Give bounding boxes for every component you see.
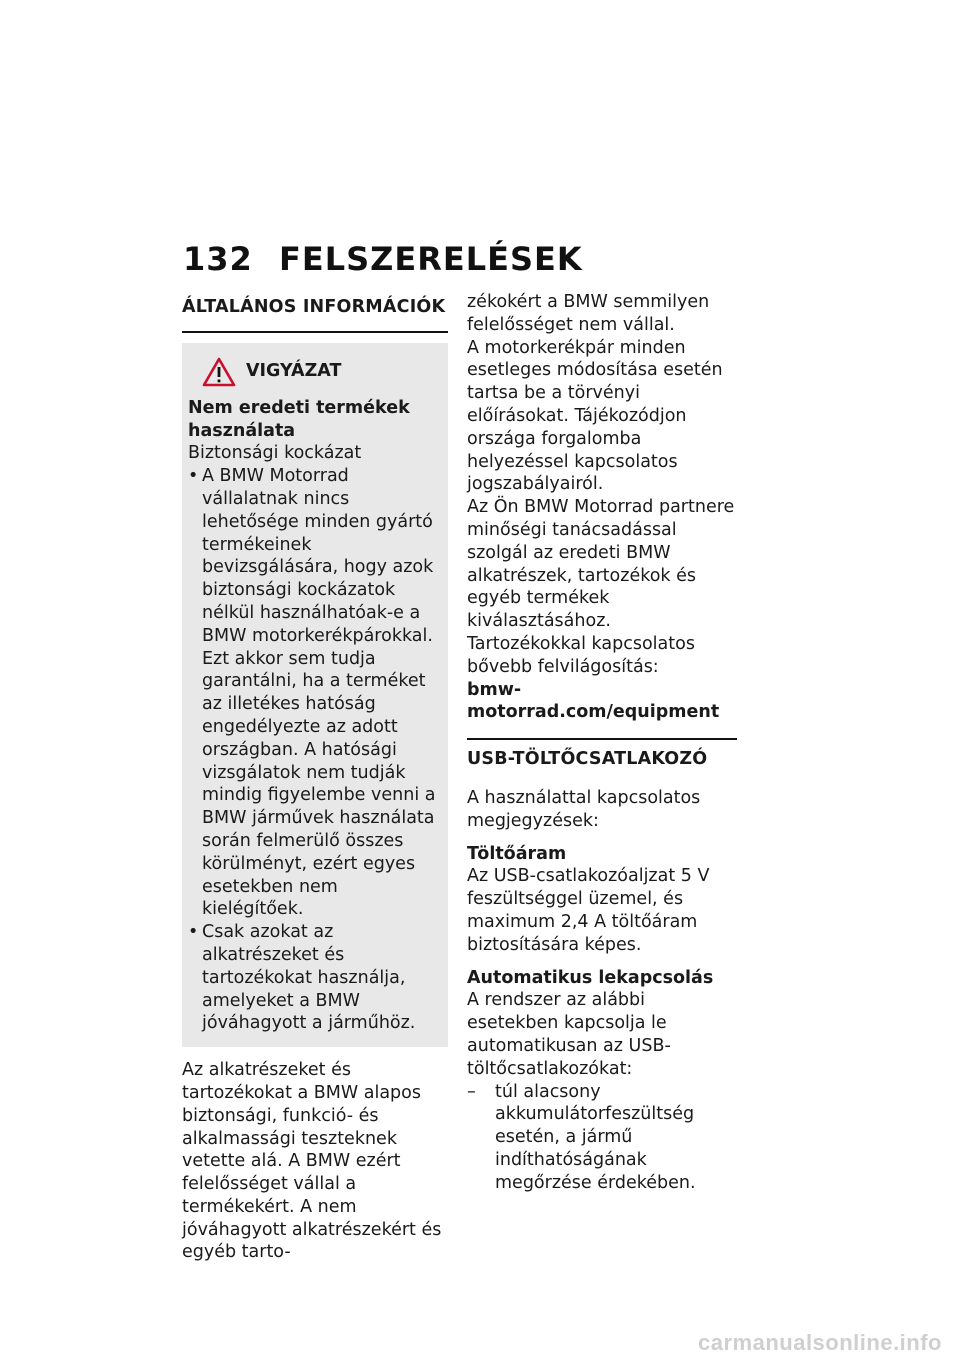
usb-intro: A használattal kapcsolatos megjegyzések:	[467, 787, 701, 831]
warning-triangle-icon	[202, 357, 236, 387]
subheading-auto-shutoff: Automatikus lekapcsolás	[467, 967, 714, 988]
left-column	[182, 296, 448, 1264]
paragraph-info: Tartozékokkal kapcsolatos bővebb felvilágosítás:	[467, 633, 695, 677]
paragraph-modifications: A motorkerékpár minden esetleges módosítása esetén tartsa be a törvényi előírásokat. Tájékozódjon országa forgalomba helyezéssel kapcsolatos jogszabályairól.	[467, 337, 723, 495]
section-title-text: ÁLTALÁNOS INFORMÁCIÓK	[182, 297, 446, 317]
warning-bullets	[188, 465, 440, 1035]
watermark: carmanualsonline.info	[698, 1330, 942, 1355]
auto-shutoff-list	[467, 1081, 737, 1195]
section-title-text: USB-TÖLTŐCSATLAKOZÓ	[467, 749, 708, 770]
warning-box	[182, 343, 448, 1047]
info-link[interactable]: bmw-motorrad.com/equipment	[467, 679, 720, 723]
warning-label: VIGYÁZAT	[246, 361, 342, 382]
list-item: • A BMW Motorrad vállalatnak nincs lehetősége minden gyártó termékeinek bevizsgálására, hogy azok biztonsági kockázatok nélkül használhatóak-e a BMW motorkerékpárokkal. Ezt akkor sem tudja garantálni, ha a terméket az illetékes hatóság engedélyezte az adott országban. A hatósági vizsgálatok nem tudják mindig figyelembe venni a BMW járművek használata során felmerülő összes körülményt, ezért egyes esetekben nem kielégítőek.	[188, 465, 440, 921]
paragraph-partner: Az Ön BMW Motorrad partnere minőségi tanácsadással szolgál az eredeti BMW alkatrészek, tartozékok és egyéb termékek kiválasztásához.	[467, 497, 735, 632]
warning-header	[202, 357, 440, 387]
auto-shutoff-text: A rendszer az alábbi esetekben kapcsolja le automatikusan az USB-töltőcsatlakozókat:	[467, 990, 671, 1079]
page-header	[183, 240, 583, 278]
warning-heading: Nem eredeti termékek használata	[188, 397, 410, 441]
chapter-title: FELSZERELÉSEK	[279, 240, 583, 278]
subheading-charging-current: Töltőáram	[467, 843, 567, 864]
page-number: 132	[183, 240, 253, 278]
body-text-left: Az alkatrészeket és tartozékokat a BMW alapos biztonsági, funkció- és alkalmassági teszteknek vetette alá. A BMW ezért felelősséget vállal a termékekért. A nem jóváhagyott alkatrészekért és egyéb tarto-	[182, 1060, 442, 1263]
warning-risk: Biztonsági kockázat	[188, 443, 362, 464]
section-title-general	[182, 296, 448, 333]
charging-current-text: Az USB-csatlakozóaljzat 5 V feszültséggel üzemel, és maximum 2,4 A töltőáram biztosítására képes.	[467, 866, 710, 955]
list-item: – túl alacsony akkumulátorfeszültség esetén, a jármű indíthatóságának megőrzése érdekében.	[467, 1081, 737, 1195]
list-item: • Csak azokat az alkatrészeket és tartozékokat használja, amelyeket a BMW jóváhagyott a járműhöz.	[188, 921, 440, 1035]
section-title-usb	[467, 738, 737, 779]
right-column	[467, 291, 737, 1194]
continuation-text: zékokért a BMW semmilyen felelősséget nem vállal.	[467, 292, 710, 335]
